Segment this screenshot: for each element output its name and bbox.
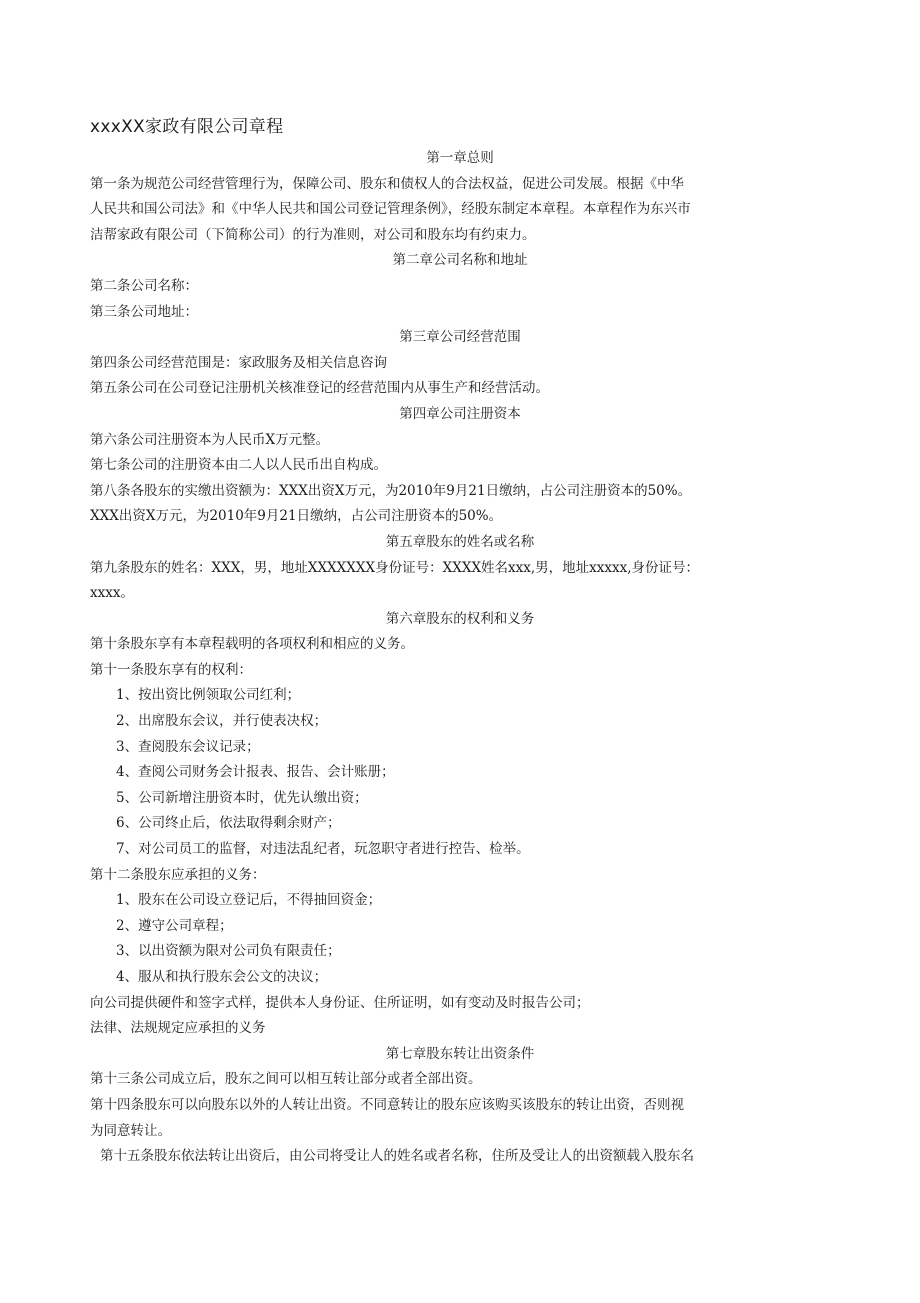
list-item: 1、股东在公司设立登记后，不得抽回资金； (116, 892, 382, 909)
paragraph-line: 第十条股东享有本章程载明的各项权利和相应的义务。 (90, 636, 414, 653)
paragraph-line: xxxx。 (90, 585, 134, 602)
paragraph-line: 第四条公司经营范围是：家政服务及相关信息咨询 (90, 354, 387, 371)
paragraph-line: 为同意转让。 (90, 1122, 171, 1139)
chapter-heading: 第六章股东的权利和义务 (385, 610, 535, 627)
paragraph-line: 第三条公司地址： (90, 303, 198, 320)
list-item: 7、对公司员工的监督，对违法乱纪者，玩忽职守者进行控告、检举。 (116, 841, 530, 858)
paragraph-line: 第六条公司注册资本为人民币X万元整。 (90, 431, 330, 448)
paragraph-line: 洁帮家政有限公司（下简称公司）的行为准则，对公司和股东均有约束力。 (90, 226, 536, 243)
paragraph-line: 第五条公司在公司登记注册机关核准登记的经营范围内从事生产和经营活动。 (90, 380, 549, 397)
list-item: 6、公司终止后，依法取得剩余财产； (116, 815, 341, 832)
list-item: 4、服从和执行股东会公文的决议； (116, 969, 328, 985)
paragraph-line: 第十一条股东享有的权利： (90, 661, 252, 678)
paragraph-line: 第一条为规范公司经营管理行为，保障公司、股东和债权人的合法权益，促进公司发展。根据《中华 (90, 175, 684, 192)
chapter-heading: 第七章股东转让出资条件 (385, 1045, 535, 1062)
paragraph-line: 第二条公司名称： (90, 277, 198, 294)
document-title: xxxXX家政有限公司章程 (90, 117, 284, 137)
list-item: 2、出席股东会议，并行使表决权； (116, 713, 328, 730)
paragraph-line: 向公司提供硬件和签字式样，提供本人身份证、住所证明，如有变动及时报告公司； (90, 994, 590, 1011)
list-item: 3、查阅股东会议记录； (116, 738, 260, 755)
list-item: 4、查阅公司财务会计报表、报告、会计账册； (116, 764, 395, 781)
paragraph-line: 第十五条股东依法转让出资后，由公司将受让人的姓名或者名称，住所及受让人的出资额载入股东名 (100, 1148, 694, 1165)
document-body (90, 146, 830, 1170)
paragraph-line: 第十四条股东可以向股东以外的人转让出资。不同意转让的股东应该购买该股东的转让出资，否则视 (90, 1096, 684, 1113)
chapter-heading: 第四章公司注册资本 (399, 405, 521, 422)
list-item: 5、公司新增注册资本时，优先认缴出资； (116, 789, 368, 806)
list-item: 3、以出资额为限对公司负有限责任； (116, 943, 341, 960)
chapter-heading: 第一章总则 (426, 150, 494, 166)
paragraph-line: 第九条股东的姓名：XXX，男，地址XXXXXXX身份证号：XXXX姓名xxx,男，地址xxxxx,身份证号： (90, 559, 700, 576)
document-page (90, 112, 830, 1170)
paragraph-line: XXX出资X万元，为2010年9月21日缴纳，占公司注册资本的50%。 (90, 508, 503, 525)
chapter-heading: 第三章公司经营范围 (399, 329, 521, 346)
paragraph-line: 第八条各股东的实缴出资额为：XXX出资X万元，为2010年9月21日缴纳，占公司注册资本的50%。 (90, 482, 692, 499)
paragraph-line: 法律、法规规定应承担的义务 (90, 1020, 266, 1037)
chapter-heading: 第二章公司名称和地址 (392, 252, 528, 269)
paragraph-line: 人民共和国公司法》和《中华人民共和国公司登记管理条例》，经股东制定本章程。本章程作为东兴市 (90, 201, 691, 218)
paragraph-line: 第十二条股东应承担的义务： (90, 866, 266, 883)
paragraph-line: 第十三条公司成立后，股东之间可以相互转让部分或者全部出资。 (90, 1071, 482, 1088)
paragraph-line: 第七条公司的注册资本由二人以人民币出自构成。 (90, 457, 387, 474)
list-item: 1、按出资比例领取公司红利； (116, 687, 301, 704)
list-item: 2、遵守公司章程； (116, 917, 233, 934)
chapter-heading: 第五章股东的姓名或名称 (385, 533, 535, 550)
